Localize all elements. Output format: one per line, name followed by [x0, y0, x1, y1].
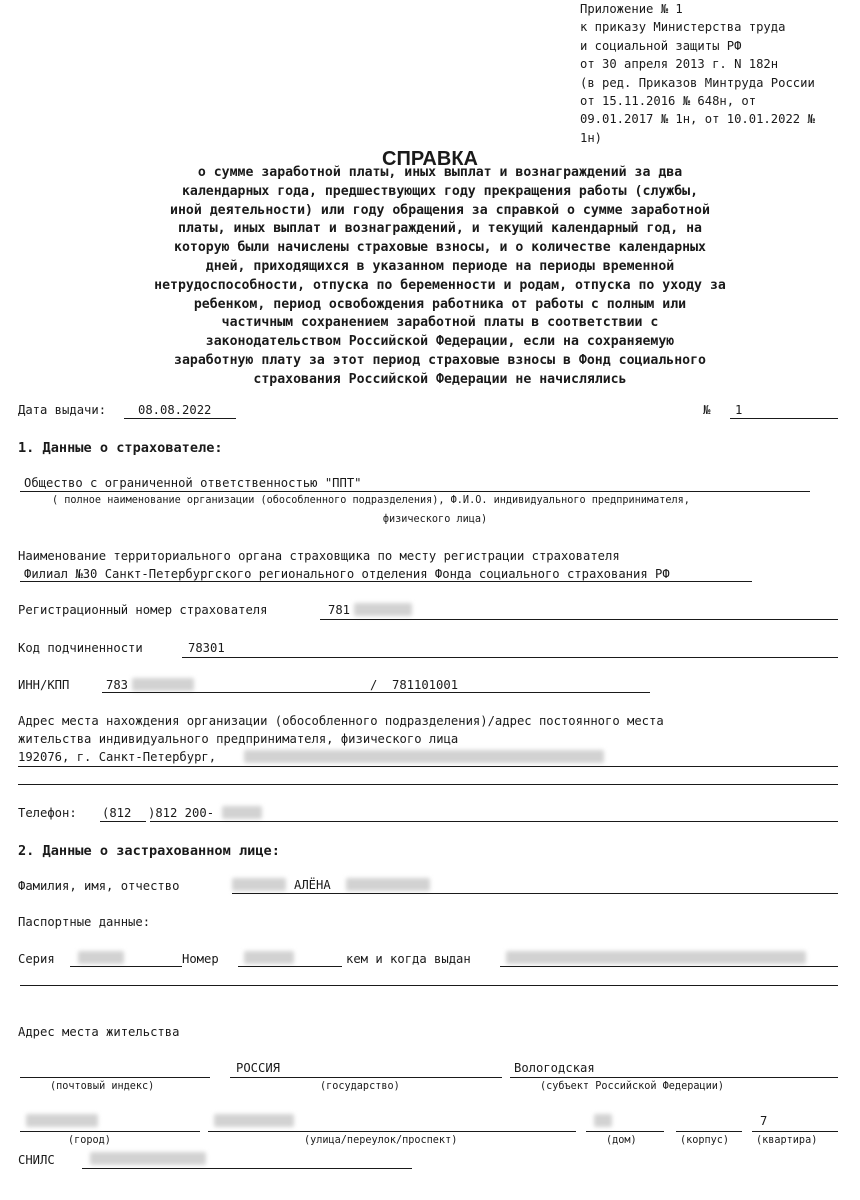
series-underline: [70, 966, 182, 967]
reg-number-value: 781: [328, 603, 351, 617]
subtitle-line: календарных года, предшествующих году прекращения работы (службы,: [181, 183, 699, 199]
reg-number-underline: [320, 619, 838, 620]
apartment-caption: (квартира): [756, 1135, 818, 1146]
region-caption: (субъект Российской Федерации): [540, 1081, 725, 1092]
inn-kpp-underline: [102, 692, 650, 693]
appendix-line: (в ред. Приказов Минтруда России: [580, 75, 815, 90]
snils-underline: [82, 1168, 412, 1169]
appendix-line: Приложение № 1: [580, 2, 683, 16]
appendix-line: 09.01.2017 № 1н, от 10.01.2022 №: [580, 112, 815, 127]
issue-date-label: Дата выдачи:: [18, 403, 107, 417]
issue-number-value: 1: [735, 403, 743, 417]
phone-number-underline: [150, 821, 838, 822]
redacted-snils: [90, 1152, 206, 1165]
residence-label: Адрес места жительства: [18, 1025, 180, 1039]
building-caption: (корпус): [680, 1135, 730, 1146]
country-caption: (государство): [320, 1081, 400, 1092]
fio-label: Фамилия, имя, отчество: [18, 879, 180, 893]
street-underline: [208, 1131, 576, 1132]
region-underline: [510, 1077, 838, 1078]
document-title: СПРАВКА: [382, 148, 478, 170]
passport-label: Паспортные данные:: [18, 915, 151, 929]
territorial-label: Наименование территориального органа страховщика по месту регистрации страхователя: [18, 549, 620, 563]
fio-value: АЛЁНА: [294, 878, 331, 892]
phone-number: )812 200-: [148, 806, 215, 820]
subtitle-line: ребенком, период освобождения работника от работы с полным или: [193, 296, 687, 312]
reg-number-label: Регистрационный номер страхователя: [18, 603, 268, 617]
phone-label: Телефон:: [18, 806, 77, 820]
redacted-city: [26, 1114, 98, 1127]
appendix-line: от 15.11.2016 № 648н, от: [580, 94, 757, 109]
redacted-phone: [222, 806, 262, 819]
territorial-underline: [20, 581, 752, 582]
territorial-value: Филиал №30 Санкт-Петербургского регионального отделения Фонда социального страхования РФ: [24, 567, 670, 581]
inn-value: 783: [106, 678, 129, 692]
house-underline: [586, 1131, 664, 1132]
subtitle-line: законодательством Российской Федерации, если на сохраняемую: [205, 334, 675, 350]
snils-label: СНИЛС: [18, 1153, 55, 1167]
redacted-series: [78, 951, 124, 964]
insured-heading: 2. Данные о застрахованном лице:: [18, 843, 280, 859]
appendix-line: 1н): [580, 130, 603, 145]
subtitle-line: дней, приходящихся в указанном периоде на периоды временной: [205, 258, 675, 274]
address-underline-1: [18, 766, 838, 767]
insurer-heading: 1. Данные о страхователе:: [18, 440, 223, 456]
city-underline: [20, 1131, 200, 1132]
passport-underline-2: [20, 985, 838, 986]
subtitle-line: платы, иных выплат и вознаграждений, и текущий календарный год, на: [177, 221, 702, 237]
issue-number-underline: [730, 418, 838, 419]
kpp-separator: /: [370, 678, 378, 692]
region-value: Вологодская: [514, 1061, 595, 1075]
country-underline: [230, 1077, 502, 1078]
fio-underline: [232, 893, 838, 894]
building-underline: [676, 1131, 742, 1132]
postal-caption: (почтовый индекс): [50, 1081, 155, 1092]
subtitle-line: иной деятельности) или году обращения за справкой о сумме заработной: [170, 202, 710, 218]
redacted-street: [214, 1114, 294, 1127]
redacted-reg-number: [354, 603, 412, 616]
issued-by-underline: [500, 966, 838, 967]
issue-number-label: №: [703, 403, 711, 417]
subtitle-line: страхования Российской Федерации не начислялись: [253, 371, 627, 387]
appendix-line: от 30 апреля 2013 г. N 182н: [580, 57, 779, 72]
redacted-issued-by: [506, 951, 806, 964]
redacted-patronymic: [346, 878, 430, 891]
subordination-label: Код подчиненности: [18, 641, 143, 655]
apartment-underline: [752, 1131, 838, 1132]
appendix-line: и социальной защиты РФ: [580, 38, 742, 53]
number-label: Номер: [182, 952, 219, 966]
org-name-caption-2: физического лица): [382, 514, 488, 525]
subtitle-line: заработную плату за этот период страховые взносы в Фонд социального: [174, 352, 706, 368]
street-caption: (улица/переулок/проспект): [304, 1135, 458, 1146]
redacted-address: [244, 750, 604, 763]
redacted-surname: [232, 878, 286, 891]
city-caption: (город): [68, 1135, 111, 1146]
issue-date-underline: [124, 418, 236, 419]
redacted-house: [594, 1114, 612, 1127]
number-underline: [238, 966, 342, 967]
subtitle-line: которую были начислены страховые взносы, и о количестве календарных: [174, 240, 706, 256]
appendix-line: к приказу Министерства труда: [580, 20, 786, 35]
address-value: 192076, г. Санкт-Петербург,: [18, 750, 217, 764]
issued-by-label: кем и когда выдан: [346, 952, 471, 966]
subtitle-line: о сумме заработной платы, иных выплат и вознаграждений за два: [197, 165, 683, 180]
inn-kpp-label: ИНН/КПП: [18, 678, 70, 692]
appendix-note: [580, 0, 850, 147]
subordination-value: 78301: [188, 641, 225, 655]
address-label-2: жительства индивидуального предпринимателя, физического лица: [18, 732, 459, 746]
country-value: РОССИЯ: [236, 1061, 281, 1075]
phone-code: (812: [102, 806, 132, 820]
subtitle-line: нетрудоспособности, отпуска по беременности и родам, отпуска по уходу за: [154, 277, 726, 293]
org-name-underline: [20, 491, 810, 492]
postal-underline: [20, 1077, 210, 1078]
subtitle-line: частичным сохранением заработной платы в соответствии с: [221, 315, 659, 331]
org-name-caption-1: ( полное наименование организации (обособленного подразделения), Ф.И.О. индивидуального предпринимателя,: [52, 495, 690, 506]
redacted-inn: [132, 678, 194, 691]
kpp-value: 781101001: [392, 678, 459, 692]
apartment-value: 7: [760, 1114, 768, 1128]
address-label-1: Адрес места нахождения организации (обособленного подразделения)/адрес постоянного места: [18, 714, 664, 728]
subordination-underline: [182, 657, 838, 658]
address-underline-2: [18, 784, 838, 785]
document-subtitle: [60, 164, 820, 390]
phone-code-underline: [100, 821, 146, 822]
series-label: Серия: [18, 952, 55, 966]
house-caption: (дом): [606, 1135, 637, 1146]
issue-date-value: 08.08.2022: [138, 403, 212, 417]
redacted-passport-number: [244, 951, 294, 964]
org-name-value: Общество с ограниченной ответственностью "ППТ": [24, 476, 362, 490]
